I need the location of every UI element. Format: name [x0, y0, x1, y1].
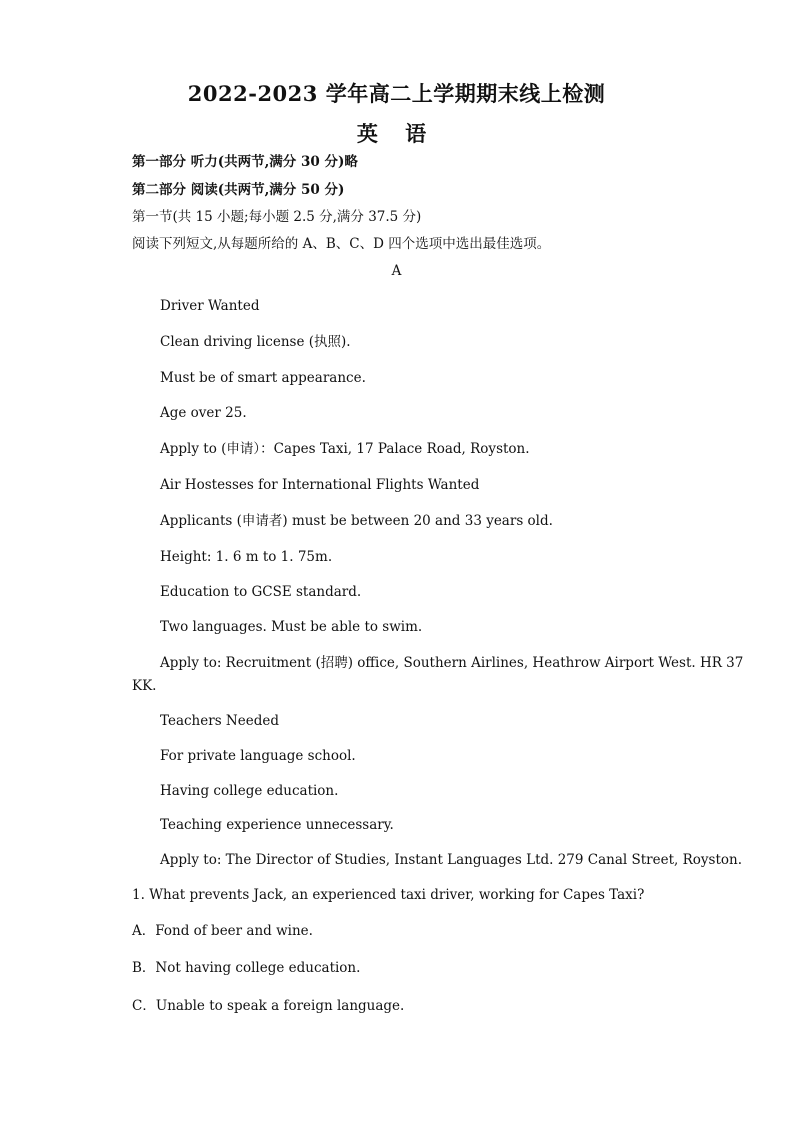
ad-line-wrap: KK. — [132, 678, 157, 694]
part1-heading: 第一部分 听力(共两节,满分 30 分)略 — [132, 154, 358, 170]
option-b: B．Not having college education. — [132, 960, 361, 976]
ad-line: Apply to: The Director of Studies, Instant Languages Ltd. 279 Canal Street, Royston. — [160, 852, 743, 868]
section1-heading: 第一节(共 15 小题;每小题 2.5 分,满分 37.5 分) — [132, 209, 422, 225]
ad-line: Height: 1. 6 m to 1. 75m. — [160, 549, 333, 565]
ad-line: For private language school. — [160, 748, 356, 764]
option-a: A．Fond of beer and wine. — [132, 923, 313, 939]
ad-line: Two languages. Must be able to swim. — [160, 619, 423, 635]
option-c: C．Unable to speak a foreign language. — [132, 998, 405, 1014]
question-stem: 1. What prevents Jack, an experienced taxi driver, working for Capes Taxi? — [132, 887, 645, 903]
ad-line: Apply to: Recruitment (招聘) office, Southern Airlines, Heathrow Airport West. HR 37 — [160, 655, 744, 671]
ad-line: Age over 25. — [160, 405, 247, 421]
ad-line: Having college education. — [160, 783, 339, 799]
ad-line: Driver Wanted — [160, 298, 260, 314]
ad-line: Applicants (申请者) must be between 20 and 33 years old. — [160, 513, 553, 529]
ad-line: Clean driving license (执照). — [160, 334, 351, 350]
passage-label: A — [391, 263, 402, 279]
ad-line: Teaching experience unnecessary. — [160, 817, 394, 833]
ad-line: Air Hostesses for International Flights Wanted — [160, 477, 480, 493]
ad-line: Education to GCSE standard. — [160, 584, 362, 600]
part2-heading: 第二部分 阅读(共两节,满分 50 分) — [132, 182, 345, 198]
subject-title: 英 语 — [356, 121, 437, 146]
instruction-text: 阅读下列短文,从每题所给的 A、B、C、D 四个选项中选出最佳选项。 — [132, 236, 551, 252]
ad-line: Teachers Needed — [160, 713, 279, 729]
exam-title: 2022-2023 学年高二上学期期末线上检测 — [187, 81, 606, 106]
ad-line: Apply to (申请）：Capes Taxi, 17 Palace Road, Royston. — [160, 441, 530, 457]
ad-line: Must be of smart appearance. — [160, 370, 366, 386]
